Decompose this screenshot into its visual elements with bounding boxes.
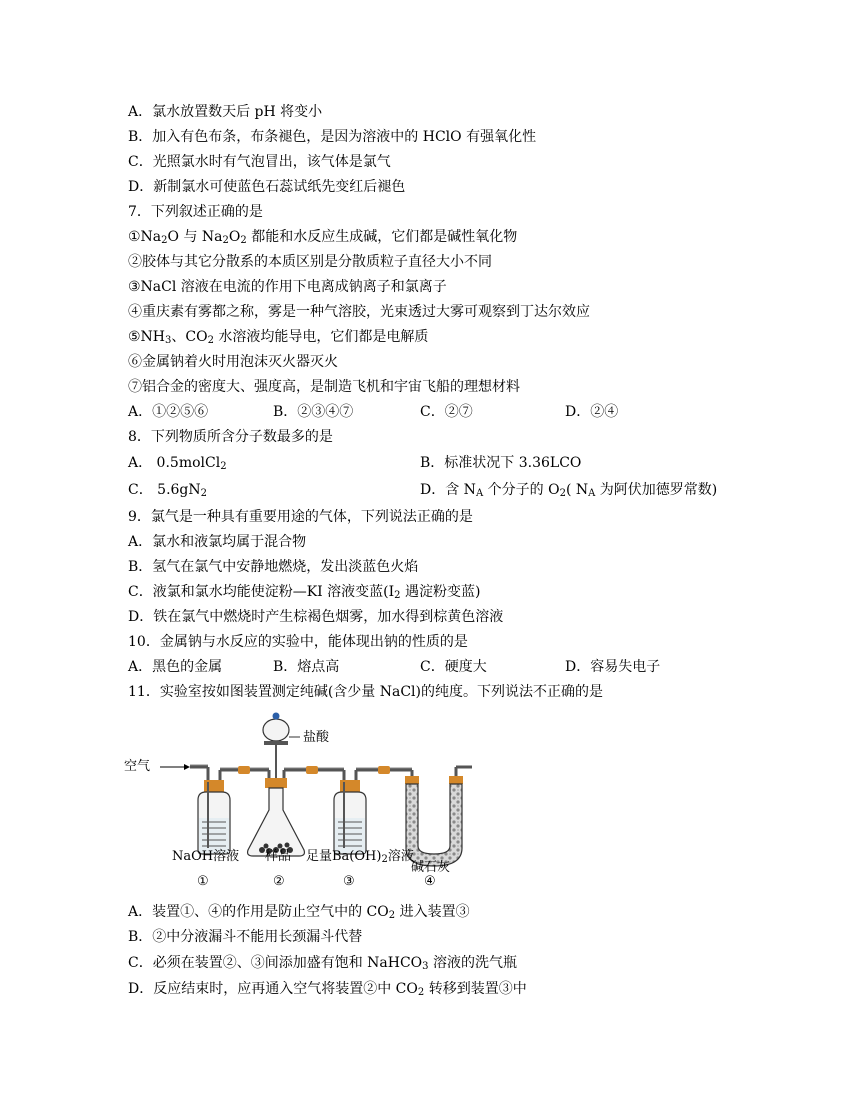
q8-stem: 8．下列物质所含分子数最多的是 bbox=[128, 429, 333, 445]
q7-statement-3: ③NaCl 溶液在电流的作用下电离成钠离子和氯离子 bbox=[128, 279, 447, 295]
air-arrowhead bbox=[184, 764, 190, 770]
q10-option-c: C．硬度大 bbox=[420, 659, 487, 675]
sample-label: 样品 bbox=[265, 849, 292, 864]
soda-lime-label: 碱石灰 bbox=[411, 860, 451, 875]
q7-option-d: D．②④ bbox=[565, 404, 619, 420]
q6-option-c: C．光照氯水时有气泡冒出，该气体是氯气 bbox=[128, 154, 391, 170]
q7-statement-2: ②胶体与其它分散系的本质区别是分散质粒子直径大小不同 bbox=[128, 254, 492, 270]
q7-stem: 7．下列叙述正确的是 bbox=[128, 204, 263, 220]
q11-stem: 11．实验室按如图装置测定纯碱(含少量 NaCl)的纯度。下列说法不正确的是 bbox=[128, 684, 603, 700]
q8-option-d: D．含 $N_A$ 个分子的 $O_2$( $N_A$ 为阿伏加德罗常数) bbox=[420, 482, 718, 499]
q7-option-b: B．②③④⑦ bbox=[273, 404, 354, 420]
q9-stem: 9．氯气是一种具有重要用途的气体，下列说法正确的是 bbox=[128, 509, 473, 525]
q8-option-a: A． 0.5molCl$_2$ bbox=[128, 455, 227, 472]
q8-option-b: B．标准状况下 3.36LCO bbox=[420, 455, 582, 471]
q6-option-b: B．加入有色布条，布条褪色，是因为溶液中的 HClO 有强氧化性 bbox=[128, 129, 537, 145]
q8-option-c: C． $5.6gN_2$ bbox=[128, 482, 208, 499]
flask-with-funnel bbox=[248, 713, 305, 857]
q10-stem: 10．金属钠与水反应的实验中，能体现出钠的性质的是 bbox=[128, 634, 468, 650]
q8-options-row2 bbox=[128, 481, 738, 499]
q9-option-d: D．铁在氯气中燃烧时产生棕褐色烟雾，加水得到棕黄色溶液 bbox=[128, 609, 504, 625]
q7-options bbox=[128, 403, 738, 421]
q9-option-b: B．氢气在氯气中安静地燃烧，发出淡蓝色火焰 bbox=[128, 559, 419, 575]
device-3-number: ③ bbox=[343, 874, 355, 889]
q11-option-b: B．②中分液漏斗不能用长颈漏斗代替 bbox=[128, 929, 363, 945]
q6-option-a: A．氯水放置数天后 pH 将变小 bbox=[128, 104, 323, 120]
q11-option-d: D．反应结束时，应再通入空气将装置②中 $CO_2$ 转移到装置③中 bbox=[128, 981, 527, 998]
q7-statement-7: ⑦铝合金的密度大、强度高，是制造飞机和宇宙飞船的理想材料 bbox=[128, 379, 520, 395]
q10-option-b: B．熔点高 bbox=[273, 659, 340, 675]
bottle-1-naoh bbox=[198, 780, 230, 854]
q7-option-a: A．①②⑤⑥ bbox=[128, 404, 209, 420]
air-label: 空气 bbox=[124, 759, 151, 774]
acid-label: 盐酸 bbox=[303, 730, 330, 745]
apparatus-figure bbox=[124, 700, 476, 896]
q7-statement-6: ⑥金属钠着火时用泡沫灭火器灭火 bbox=[128, 354, 338, 370]
baoh2-label: 足量$Ba(OH)_2$溶液 bbox=[306, 849, 414, 865]
q8-options-row1 bbox=[128, 454, 738, 472]
q9-option-a: A．氯水和液氯均属于混合物 bbox=[128, 534, 307, 550]
naoh-label: NaOH溶液 bbox=[172, 849, 240, 864]
device-1-number: ① bbox=[197, 874, 209, 889]
q7-statement-1: $①Na_2O$ 与 $Na_2O_2$ 都能和水反应生成碱，它们都是碱性氧化物 bbox=[128, 229, 518, 246]
q10-options bbox=[128, 658, 738, 676]
q7-statement-5: $⑤NH_3$、$CO_2$ 水溶液均能导电，它们都是电解质 bbox=[128, 329, 429, 346]
q7-option-c: C．②⑦ bbox=[420, 404, 473, 420]
device-4-number: ④ bbox=[424, 874, 436, 889]
q10-option-a: A．黑色的金属 bbox=[128, 659, 223, 675]
q9-option-c: C．液氯和氯水均能使淀粉—KI 溶液变蓝($I_2$ 遇淀粉变蓝) bbox=[128, 584, 481, 601]
q7-statement-4: ④重庆素有雾都之称，雾是一种气溶胶，光束透过大雾可观察到丁达尔效应 bbox=[128, 304, 590, 320]
q10-option-d: D．容易失电子 bbox=[565, 659, 661, 675]
q6-option-d: D．新制氯水可使蓝色石蕊试纸先变红后褪色 bbox=[128, 179, 406, 195]
q11-option-a: A．装置①、④的作用是防止空气中的 $CO_2$ 进入装置③ bbox=[128, 904, 470, 921]
connecting-tubes bbox=[190, 767, 472, 782]
q11-option-c: C．必须在装置②、③间添加盛有饱和 NaHCO$_3$ 溶液的洗气瓶 bbox=[128, 955, 517, 972]
device-2-number: ② bbox=[273, 874, 285, 889]
bottle-3-baoh2 bbox=[334, 780, 366, 854]
